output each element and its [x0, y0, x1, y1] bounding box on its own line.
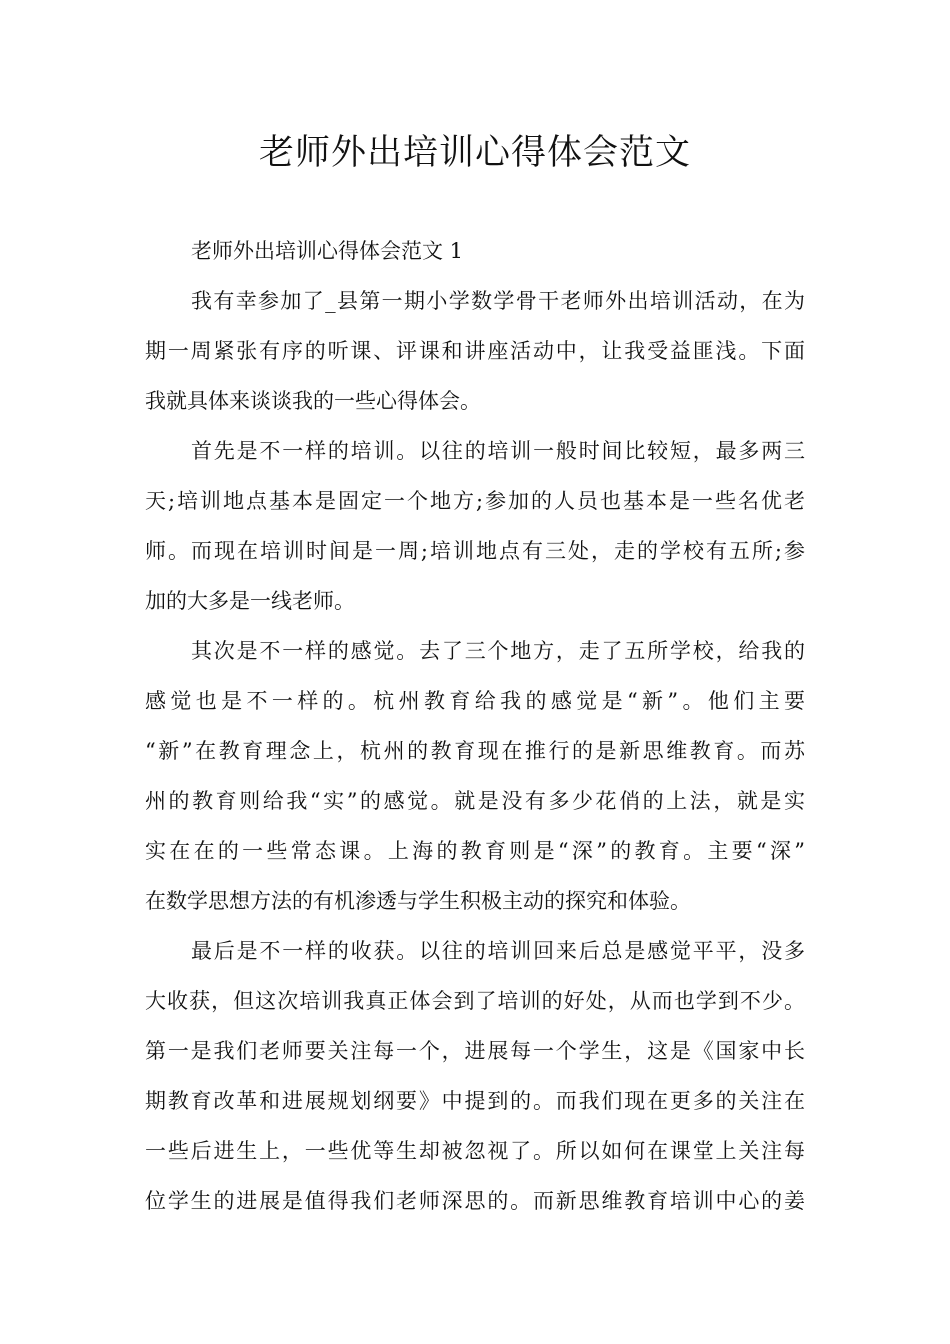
body-line: 大收获，但这次培训我真正体会到了培训的好处，从而也学到不少。 — [145, 989, 805, 1013]
body-line: “新”在教育理念上，杭州的教育现在推行的是新思维教育。而苏 — [145, 739, 805, 763]
body-line: 老师外出培训心得体会范文 1 — [191, 239, 464, 263]
body-line: 感觉也是不一样的。杭州教育给我的感觉是“新”。他们主要 — [145, 689, 805, 713]
body-line: 位学生的进展是值得我们老师深思的。而新思维教育培训中心的姜 — [145, 1189, 805, 1213]
document-title: 老师外出培训心得体会范文 — [258, 133, 691, 173]
body-line: 我有幸参加了_县第一期小学数学骨干老师外出培训活动，在为 — [191, 289, 805, 313]
body-line: 首先是不一样的培训。以往的培训一般时间比较短，最多两三 — [191, 439, 805, 463]
document-body — [145, 226, 805, 1226]
body-line: 我就具体来谈谈我的一些心得体会。 — [145, 389, 481, 413]
body-line: 在数学思想方法的有机渗透与学生积极主动的探究和体验。 — [145, 889, 691, 913]
body-line: 第一是我们老师要关注每一个，进展每一个学生，这是《国家中长 — [145, 1039, 805, 1063]
body-line: 州的教育则给我“实”的感觉。就是没有多少花俏的上法，就是实 — [145, 789, 805, 813]
body-line: 其次是不一样的感觉。去了三个地方，走了五所学校，给我的 — [191, 639, 805, 663]
body-line: 师。而现在培训时间是一周;培训地点有三处，走的学校有五所;参 — [145, 539, 805, 563]
body-line: 加的大多是一线老师。 — [145, 589, 355, 613]
body-line: 天;培训地点基本是固定一个地方;参加的人员也基本是一些名优老 — [145, 489, 805, 513]
body-line: 最后是不一样的收获。以往的培训回来后总是感觉平平，没多 — [191, 939, 805, 963]
body-line: 期一周紧张有序的听课、评课和讲座活动中，让我受益匪浅。下面 — [145, 339, 805, 363]
body-line: 实在在的一些常态课。上海的教育则是“深”的教育。主要“深” — [145, 839, 805, 863]
body-line: 一些后进生上，一些优等生却被忽视了。所以如何在课堂上关注每 — [145, 1139, 805, 1163]
body-line: 期教育改革和进展规划纲要》中提到的。而我们现在更多的关注在 — [145, 1089, 805, 1113]
